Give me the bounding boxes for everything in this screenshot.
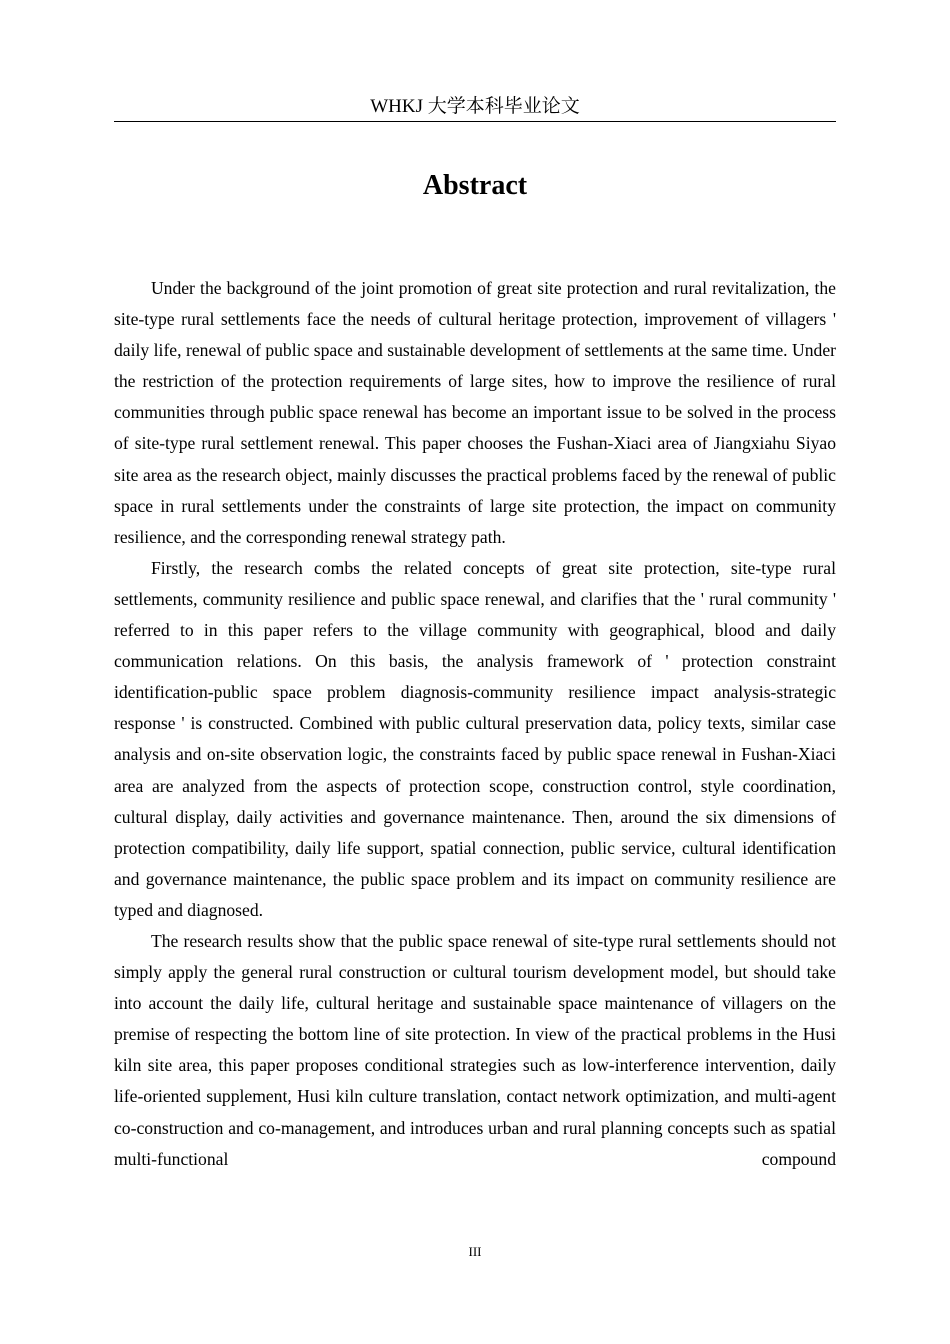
abstract-body	[114, 273, 836, 1174]
abstract-paragraph: The research results show that the public space renewal of site-type rural settlements should not simply apply the general rural construction or cultural tourism development model, but should take into account the daily life, cultural heritage and sustainable space maintenance of villagers on the premise of respecting the bottom line of site protection. In view of the practical problems in the Husi kiln site area, this paper proposes conditional strategies such as low-interference intervention, daily life-oriented supplement, Husi kiln culture translation, contact network optimization, and multi-agent co-construction and co-management, and introduces urban and rural planning concepts such as spatial multi-functional compound	[114, 930, 836, 1169]
abstract-paragraph: Firstly, the research combs the related concepts of great site protection, site-type rural settlements, community resilience and public space renewal, and clarifies that the ' rural community ' referred to in this paper refers to the village community with geographical, blood and daily communication relations. On this basis, the analysis framework of ' protection constraint identification-public space problem diagnosis-community resilience impact analysis-strategic response ' is constructed. Combined with public cultural preservation data, policy texts, similar case analysis and on-site observation logic, the constraints faced by public space renewal in Fushan-Xiaci area are analyzed from the aspects of protection scope, construction control, style coordination, cultural display, daily activities and governance maintenance. Then, around the six dimensions of protection compatibility, daily life support, spatial connection, public service, cultural identification and governance maintenance, the public space problem and its impact on community resilience are typed and diagnosed.	[114, 557, 836, 920]
page-number: III	[468, 1244, 482, 1259]
abstract-paragraph: Under the background of the joint promotion of great site protection and rural revitalization, the site-type rural settlements face the needs of cultural heritage protection, improvement of villagers ' daily life, renewal of public space and sustainable development of settlements at the same time. Under the restriction of the protection requirements of large sites, how to improve the resilience of rural communities through public space renewal has become an important issue to be solved in the process of site-type rural settlement renewal. This paper chooses the Fushan-Xiaci area of Jiangxiahu Siyao site area as the research object, mainly discusses the practical problems faced by the renewal of public space in rural settlements under the constraints of large site protection, the impact on community resilience, and the corresponding renewal strategy path.	[114, 278, 836, 547]
running-header: WHKJ 大学本科毕业论文	[370, 96, 580, 117]
page-title: Abstract	[422, 170, 528, 201]
header-divider	[114, 121, 836, 122]
